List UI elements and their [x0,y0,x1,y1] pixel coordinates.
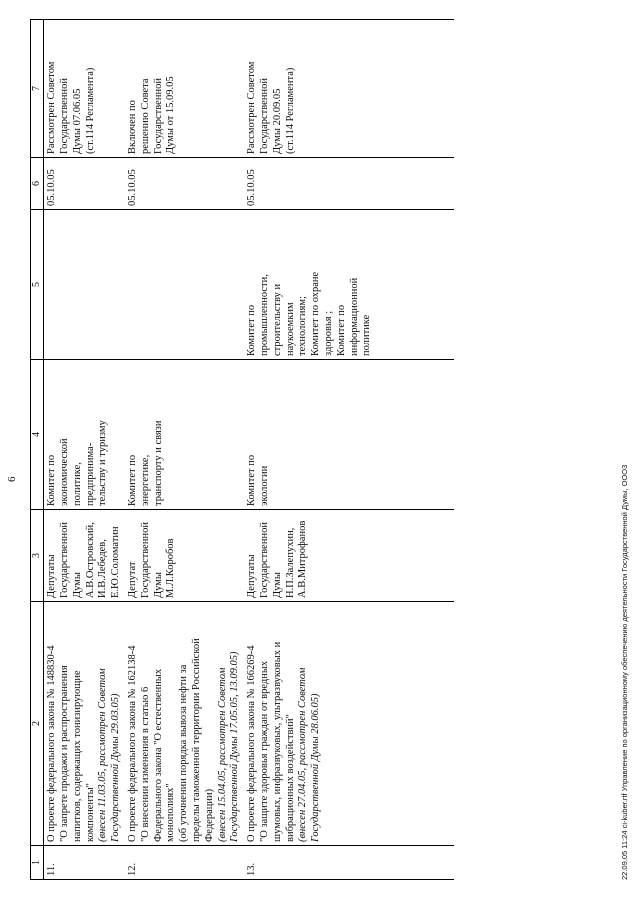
cell-co-executors-line: наукоемким [284,302,296,356]
cell-description-note-line: Государственной Думы 28.06.05) [310,693,322,842]
cell-description-line: "О защите здоровья граждан от вредных [258,660,270,842]
cell-description-line: О проекте федерального закона № 166269-4 [246,645,258,842]
cell-status-line: (ст.114 Регламента) [284,67,296,154]
cell-description-line: "О внесении изменения в статью 6 [139,686,151,842]
cell-responsible-committee [44,360,125,510]
cell-responsible-committee-line: экологии [258,465,270,506]
cell-co-executors-line: политике [361,314,373,356]
cell-authors-line: Депутат [126,561,138,598]
cell-description-line: вибрационных воздействий" [284,714,296,842]
cell-co-executors-line: технологиям; [297,296,309,356]
cell-date-text: 05.10.05 [46,169,58,206]
cell-description-line: компоненты" [84,783,96,842]
cell-authors-line: А.В.Митрофанов [297,520,309,598]
cell-status-line: Рассмотрен Советом [46,61,58,154]
cell-authors-line: И.В.Лебедев, [97,539,109,598]
cell-responsible-committee-line: Комитет по [246,454,258,506]
cell-authors-line: Депутаты [246,554,258,598]
header-col-1: 1 [31,846,44,880]
cell-description [244,602,454,846]
cell-description-note-line: Государственной Думы 29.03.05) [110,693,122,842]
cell-co-executors [44,210,125,360]
cell-responsible-committee-line: Комитет по [46,454,58,506]
cell-authors [44,510,125,602]
cell-status-line: Рассмотрен Советом [246,61,258,154]
cell-description-line: (об уточнении порядка вывоза нефти за [178,664,190,842]
table-row [244,20,454,880]
cell-co-executors-line: Комитет по [246,304,258,356]
cell-date-text: 05.10.05 [246,169,258,206]
cell-responsible-committee-line: Комитет по [126,454,138,506]
cell-co-executors-line: здоровья ; [322,310,334,356]
cell-authors-line: М.Л.Коробов [165,538,177,598]
cell-description-line: "О запрете продажи и распространения [58,665,70,842]
cell-description-line: Федерального закона "О естественных [152,668,164,842]
cell-number-text: 13. [246,862,258,876]
cell-description-line: шумовых, инфразвуковых, ультразвуковых и [271,641,283,842]
cell-authors-line: Думы [152,572,164,598]
cell-description [125,602,244,846]
cell-date [125,158,244,210]
cell-authors-line: Думы [71,572,83,598]
cell-co-executors-line: Комитет по охране [310,271,322,356]
cell-description-line: Федерации) [203,788,215,842]
cell-responsible-committee-line: экономической [58,438,70,506]
cell-description-line: О проекте федерального закона № 148830-4 [46,645,58,842]
cell-status-line: решению Совета [139,78,151,154]
cell-status [44,20,125,158]
header-row [31,20,44,880]
cell-description-line: напитков, содержащих тонизирующие [71,670,83,842]
cell-responsible-committee-line: тельству и туризму [97,420,109,506]
cell-number-text: 11. [46,863,58,876]
document-footer: 22.09.05 11:24 ci-kuber.rtf Управление по организационному обеспечению деятельности Государственной Думы, ООО3 [620,464,629,880]
cell-date [244,158,454,210]
header-col-5: 5 [31,210,44,360]
cell-authors-line: Государственной [258,522,270,598]
cell-co-executors [244,210,454,360]
cell-description-note-line: (внесен 27.04.05, рассмотрен Советом [297,667,309,842]
cell-authors-line: Е.Ю.Соломатин [110,526,122,598]
cell-status-line: Включен по [126,100,138,154]
cell-date [44,158,125,210]
cell-number [244,846,454,880]
cell-authors [125,510,244,602]
cell-authors-line: Думы [271,572,283,598]
cell-status [125,20,244,158]
cell-date-text: 05.10.05 [126,169,138,206]
header-col-7: 7 [31,20,44,158]
cell-number-text: 12. [126,862,138,876]
cell-status-line: Думы 20.09.05 [271,88,283,154]
header-col-2: 2 [31,602,44,846]
cell-description-note-line: (внесен 11.03.05, рассмотрен Советом [97,668,109,842]
cell-description-note-line: Государственной Думы 17.05.05, 13.09.05) [229,651,241,842]
cell-status-line: (ст.114 Регламента) [84,67,96,154]
cell-responsible-committee-line: предпринима- [84,442,96,506]
cell-co-executors-line: промышленности, [258,274,270,356]
cell-authors-line: Государственной [58,522,70,598]
header-col-6: 6 [31,158,44,210]
cell-co-executors-line: строительству и [271,283,283,356]
cell-status [244,20,454,158]
cell-status-line: Думы 07.06.05 [71,88,83,154]
cell-description-line: О проекте федерального закона № 162138-4 [126,645,138,842]
cell-description [44,602,125,846]
cell-co-executors-line: информационной [348,277,360,356]
cell-description-note-line: (внесен 15.04.05, рассмотрен Советом [216,667,228,842]
cell-authors-line: Н.П.Залепухин, [284,527,296,598]
cell-authors [244,510,454,602]
page-number: 6 [6,476,18,482]
table-row [44,20,125,880]
cell-number [125,846,244,880]
cell-status-line: Государственной [258,78,270,154]
cell-responsible-committee [244,360,454,510]
cell-co-executors [125,210,244,360]
header-col-4: 4 [31,360,44,510]
cell-description-line: монополиях" [165,783,177,842]
cell-status-line: Думы от 15.09.05 [165,76,177,154]
cell-authors-line: Депутаты [46,554,58,598]
cell-authors-line: А.В.Островский, [84,522,96,598]
cell-description-line: пределы таможенной территории Российской [190,638,202,842]
cell-authors-line: Государственной [139,522,151,598]
cell-responsible-committee [125,360,244,510]
bills-table [30,19,454,880]
cell-co-executors-line: Комитет по [335,304,347,356]
table-row [125,20,244,880]
cell-responsible-committee-line: политике, [71,462,83,506]
cell-number [44,846,125,880]
cell-status-line: Государственной [58,78,70,154]
cell-responsible-committee-line: транспорту и связи [152,420,164,506]
header-col-3: 3 [31,510,44,602]
cell-status-line: Государственной [152,78,164,154]
cell-responsible-committee-line: энергетике, [139,454,151,506]
